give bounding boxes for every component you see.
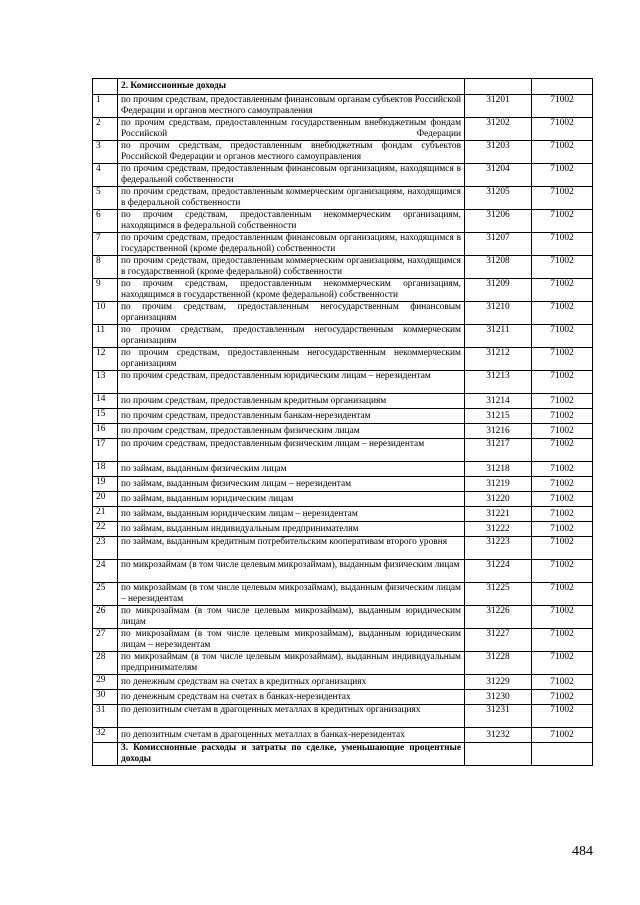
table-row [93,95,593,118]
row-number: 26 [93,606,118,629]
row-number: 21 [93,507,118,522]
page-number: 484 [572,844,593,859]
row-code: 31218 [465,462,532,477]
row-code: 31203 [465,141,532,164]
row-code: 31202 [465,118,532,141]
table-row [93,302,593,325]
row-description: по займам, выданным индивидуальным предпринимателям [118,522,465,537]
row-code: 31221 [465,507,532,522]
table-row [93,141,593,164]
row-symbol: 71002 [532,118,593,141]
row-number: 20 [93,492,118,507]
table-row [93,583,593,606]
row-symbol: 71002 [532,394,593,409]
table-row [93,606,593,629]
row-description: по займам, выданным юридическим лицам – нерезидентам [118,507,465,522]
row-symbol: 71002 [532,210,593,233]
row-number: 11 [93,325,118,348]
section-title: 3. Комиссионные расходы и затраты по сделке, уменьшающие процентные доходы [118,743,465,766]
row-description: по прочим средствам, предоставленным негосударственным коммерческим организациям [118,325,465,348]
row-code: 31220 [465,492,532,507]
row-description: по микрозаймам (в том числе целевым микрозаймам), выданным юридическим лицам – нерезидентам [118,629,465,652]
row-symbol: 71002 [532,705,593,728]
row-code: 31224 [465,560,532,583]
row-description: по депозитным счетам в драгоценных металлах в банках-нерезидентах [118,728,465,743]
row-code: 31211 [465,325,532,348]
table-row [93,477,593,492]
row-number: 29 [93,675,118,690]
row-number: 8 [93,256,118,279]
table-row [93,728,593,743]
row-code: 31213 [465,371,532,394]
table-row [93,507,593,522]
table-row [93,560,593,583]
row-code: 31228 [465,652,532,675]
row-symbol: 71002 [532,560,593,583]
table-row [93,424,593,439]
row-code: 31216 [465,424,532,439]
section-symbol-cell [532,79,593,95]
table-row [93,409,593,424]
row-description: по прочим средствам, предоставленным внебюджетным фондам субъектов Российской Федерации и органов местного самоуправления [118,141,465,164]
table-row [93,439,593,462]
table-row [93,462,593,477]
row-number: 31 [93,705,118,728]
row-number: 6 [93,210,118,233]
table-row [93,492,593,507]
row-number: 7 [93,233,118,256]
row-number: 30 [93,690,118,705]
row-symbol: 71002 [532,439,593,462]
row-code: 31210 [465,302,532,325]
row-number: 2 [93,118,118,141]
row-description: по займам, выданным физическим лицам – нерезидентам [118,477,465,492]
row-symbol: 71002 [532,583,593,606]
row-number: 1 [93,95,118,118]
row-code: 31222 [465,522,532,537]
table-row [93,164,593,187]
row-symbol: 71002 [532,187,593,210]
table-row [93,652,593,675]
row-code: 31232 [465,728,532,743]
row-symbol: 71002 [532,537,593,560]
row-symbol: 71002 [532,164,593,187]
table-row [93,233,593,256]
row-symbol: 71002 [532,325,593,348]
section-header-row [93,79,593,95]
section-num-cell [93,79,118,95]
row-symbol: 71002 [532,492,593,507]
row-description: по прочим средствам, предоставленным юридическим лицам – нерезидентам [118,371,465,394]
row-symbol: 71002 [532,606,593,629]
row-symbol: 71002 [532,424,593,439]
row-description: по денежным средствам на счетах в кредитных организациях [118,675,465,690]
row-code: 31214 [465,394,532,409]
row-code: 31229 [465,675,532,690]
row-number: 16 [93,424,118,439]
row-description: по микрозаймам (в том числе целевым микрозаймам), выданным индивидуальным предпринимателям [118,652,465,675]
row-description: по займам, выданным физическим лицам [118,462,465,477]
row-code: 31209 [465,279,532,302]
row-code: 31217 [465,439,532,462]
commission-income-table [92,78,593,766]
section-code-cell [465,743,532,766]
table-row [93,522,593,537]
row-number: 15 [93,409,118,424]
row-symbol: 71002 [532,629,593,652]
row-symbol: 71002 [532,371,593,394]
row-description: по прочим средствам, предоставленным негосударственным финансовым организациям [118,302,465,325]
row-number: 14 [93,394,118,409]
section-num-cell [93,743,118,766]
row-description: по прочим средствам, предоставленным физическим лицам – нерезидентам [118,439,465,462]
row-description: по микрозаймам (в том числе целевым микрозаймам), выданным физическим лицам [118,560,465,583]
row-code: 31231 [465,705,532,728]
row-description: по прочим средствам, предоставленным кредитным организациям [118,394,465,409]
row-description: по займам, выданным кредитным потребительским кооперативам второго уровня [118,537,465,560]
row-description: по прочим средствам, предоставленным коммерческим организациям, находящимся в государственной (кроме федеральной) собственности [118,256,465,279]
row-number: 5 [93,187,118,210]
row-code: 31204 [465,164,532,187]
row-description: по микрозаймам (в том числе целевым микрозаймам), выданным физическим лицам – нерезидентам [118,583,465,606]
row-symbol: 71002 [532,95,593,118]
row-code: 31201 [465,95,532,118]
row-description: по прочим средствам, предоставленным некоммерческим организациям, находящимся в федеральной собственности [118,210,465,233]
row-description: по прочим средствам, предоставленным негосударственным некоммерческим организациям [118,348,465,371]
row-symbol: 71002 [532,302,593,325]
row-description: по прочим средствам, предоставленным государственным внебюджетным фондам Российской Федерации [118,118,465,141]
table-row [93,690,593,705]
row-code: 31223 [465,537,532,560]
row-symbol: 71002 [532,233,593,256]
row-symbol: 71002 [532,348,593,371]
row-code: 31225 [465,583,532,606]
row-code: 31212 [465,348,532,371]
row-number: 22 [93,522,118,537]
row-description: по прочим средствам, предоставленным физическим лицам [118,424,465,439]
row-number: 3 [93,141,118,164]
row-symbol: 71002 [532,522,593,537]
table-row [93,118,593,141]
table-row [93,705,593,728]
row-description: по прочим средствам, предоставленным банкам-нерезидентам [118,409,465,424]
section-header-row [93,743,593,766]
row-number: 17 [93,439,118,462]
row-description: по депозитным счетам в драгоценных металлах в кредитных организациях [118,705,465,728]
row-symbol: 71002 [532,690,593,705]
table-row [93,210,593,233]
row-description: по прочим средствам, предоставленным коммерческим организациям, находящимся в федеральной собственности [118,187,465,210]
row-symbol: 71002 [532,728,593,743]
row-symbol: 71002 [532,409,593,424]
row-symbol: 71002 [532,652,593,675]
row-symbol: 71002 [532,141,593,164]
row-symbol: 71002 [532,462,593,477]
row-description: по прочим средствам, предоставленным финансовым организациям, находящимся в государственной (кроме федеральной) собственности [118,233,465,256]
row-code: 31207 [465,233,532,256]
table-row [93,348,593,371]
row-symbol: 71002 [532,477,593,492]
row-number: 9 [93,279,118,302]
row-code: 31227 [465,629,532,652]
row-code: 31230 [465,690,532,705]
row-code: 31206 [465,210,532,233]
row-symbol: 71002 [532,256,593,279]
row-code: 31215 [465,409,532,424]
table-row [93,537,593,560]
row-number: 10 [93,302,118,325]
row-symbol: 71002 [532,279,593,302]
table-body [93,79,593,766]
table-row [93,187,593,210]
section-title: 2. Комиссионные доходы [118,79,465,95]
row-code: 31226 [465,606,532,629]
table-row [93,279,593,302]
table-row [93,629,593,652]
row-code: 31205 [465,187,532,210]
row-description: по денежным средствам на счетах в банках-нерезидентах [118,690,465,705]
row-number: 18 [93,462,118,477]
row-code: 31208 [465,256,532,279]
row-number: 23 [93,537,118,560]
section-code-cell [465,79,532,95]
row-number: 25 [93,583,118,606]
section-symbol-cell [532,743,593,766]
table-row [93,394,593,409]
row-number: 4 [93,164,118,187]
table-row [93,371,593,394]
row-number: 13 [93,371,118,394]
row-symbol: 71002 [532,675,593,690]
row-description: по прочим средствам, предоставленным некоммерческим организациям, находящимся в государственной (кроме федеральной) собственности [118,279,465,302]
row-number: 28 [93,652,118,675]
row-description: по займам, выданным юридическим лицам [118,492,465,507]
row-symbol: 71002 [532,507,593,522]
row-number: 12 [93,348,118,371]
row-code: 31219 [465,477,532,492]
row-description: по прочим средствам, предоставленным финансовым органам субъектов Российской Федерации и органов местного самоуправления [118,95,465,118]
row-number: 24 [93,560,118,583]
row-description: по прочим средствам, предоставленным финансовым организациям, находящимся в федеральной собственности [118,164,465,187]
table-row [93,675,593,690]
row-number: 32 [93,728,118,743]
table-row [93,325,593,348]
table-row [93,256,593,279]
row-number: 27 [93,629,118,652]
row-description: по микрозаймам (в том числе целевым микрозаймам), выданным юридическим лицам [118,606,465,629]
row-number: 19 [93,477,118,492]
